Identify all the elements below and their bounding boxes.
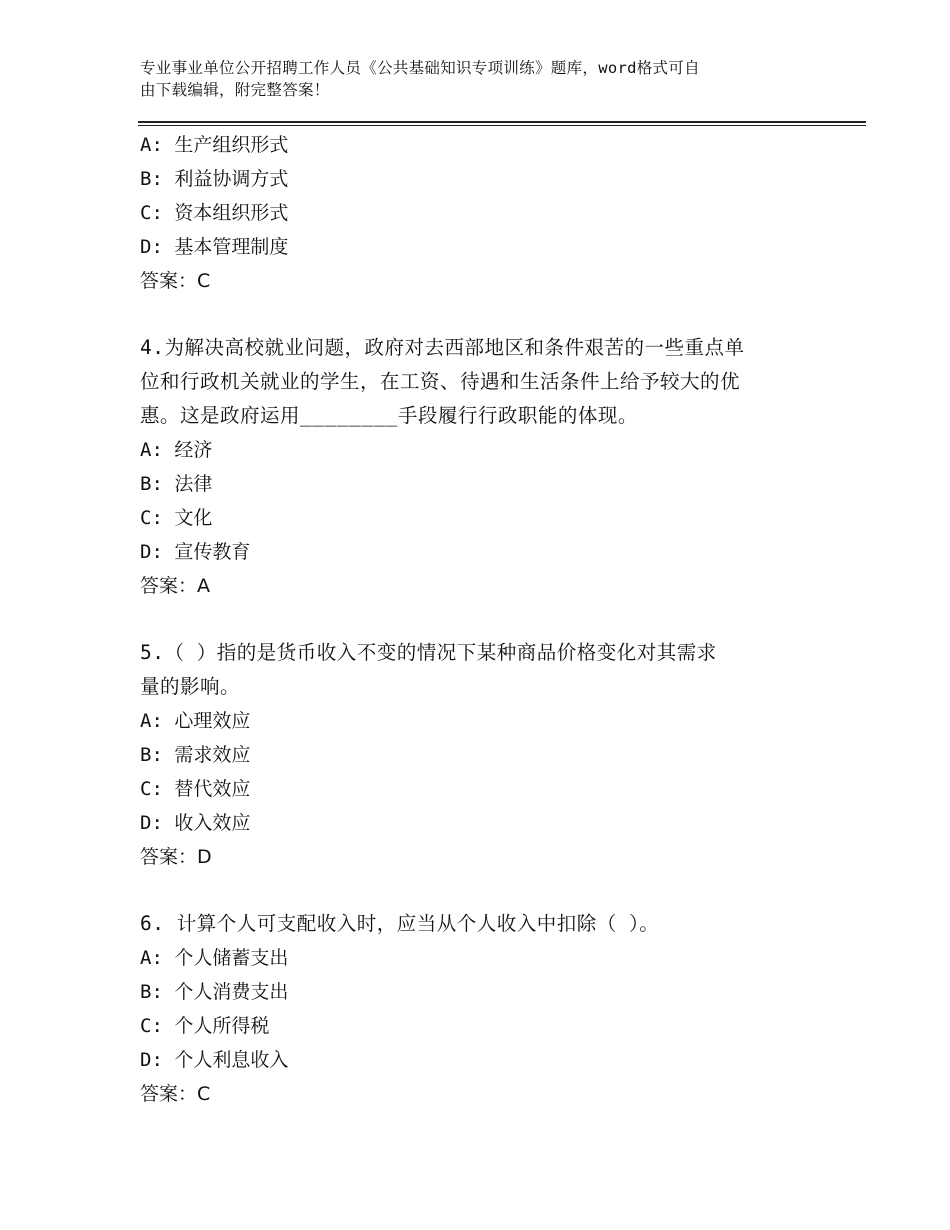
answer-line: 答案：C [140,270,211,292]
option-b: B: 个人消费支出 [140,981,289,1003]
header-rule-thick [138,121,866,123]
question-stem-line: 5.（ ）指的是货币收入不变的情况下某种商品价格变化对其需求 [140,641,717,664]
option-b: B: 需求效应 [140,744,251,766]
question-5 [140,636,820,874]
option-a: A: 生产组织形式 [140,134,289,156]
option-c: C: 资本组织形式 [140,202,289,224]
option-d: D: 收入效应 [140,812,251,834]
header-line-1: 专业事业单位公开招聘工作人员《公共基础知识专项训练》题库，word格式可自 [140,59,700,77]
option-d: D: 基本管理制度 [140,236,289,258]
answer-line: 答案：A [140,575,210,597]
answer-line: 答案：C [140,1083,211,1105]
option-b: B: 利益协调方式 [140,168,289,190]
spacer [140,603,820,636]
option-c: C: 文化 [140,507,213,529]
question-stem-line: 6. 计算个人可支配收入时，应当从个人收入中扣除（ ）。 [140,912,660,935]
option-d: D: 个人利息收入 [140,1049,289,1071]
question-3 [140,128,820,298]
option-a: A: 心理效应 [140,710,251,732]
document-header [140,57,810,101]
header-line-2: 由下载编辑，附完整答案！ [140,81,330,99]
question-stem-line: 量的影响。 [140,675,241,698]
spacer [140,874,820,907]
option-d: D: 宣传教育 [140,541,251,563]
question-stem-line: 4.为解决高校就业问题，政府对去西部地区和条件艰苦的一些重点单 [140,336,745,359]
option-c: C: 个人所得税 [140,1015,270,1037]
option-a: A: 个人储蓄支出 [140,947,289,969]
question-stem-line: 位和行政机关就业的学生，在工资、待遇和生活条件上给予较大的优 [140,370,741,393]
spacer [140,298,820,331]
option-a: A: 经济 [140,439,213,461]
option-c: C: 替代效应 [140,778,251,800]
question-4 [140,331,820,603]
question-6 [140,907,820,1111]
question-stem-line: 惠。这是政府运用________手段履行行政职能的体现。 [140,404,638,427]
option-b: B: 法律 [140,473,213,495]
answer-line: 答案：D [140,846,212,868]
question-list [140,128,820,1111]
header-rule-thin [138,125,866,126]
